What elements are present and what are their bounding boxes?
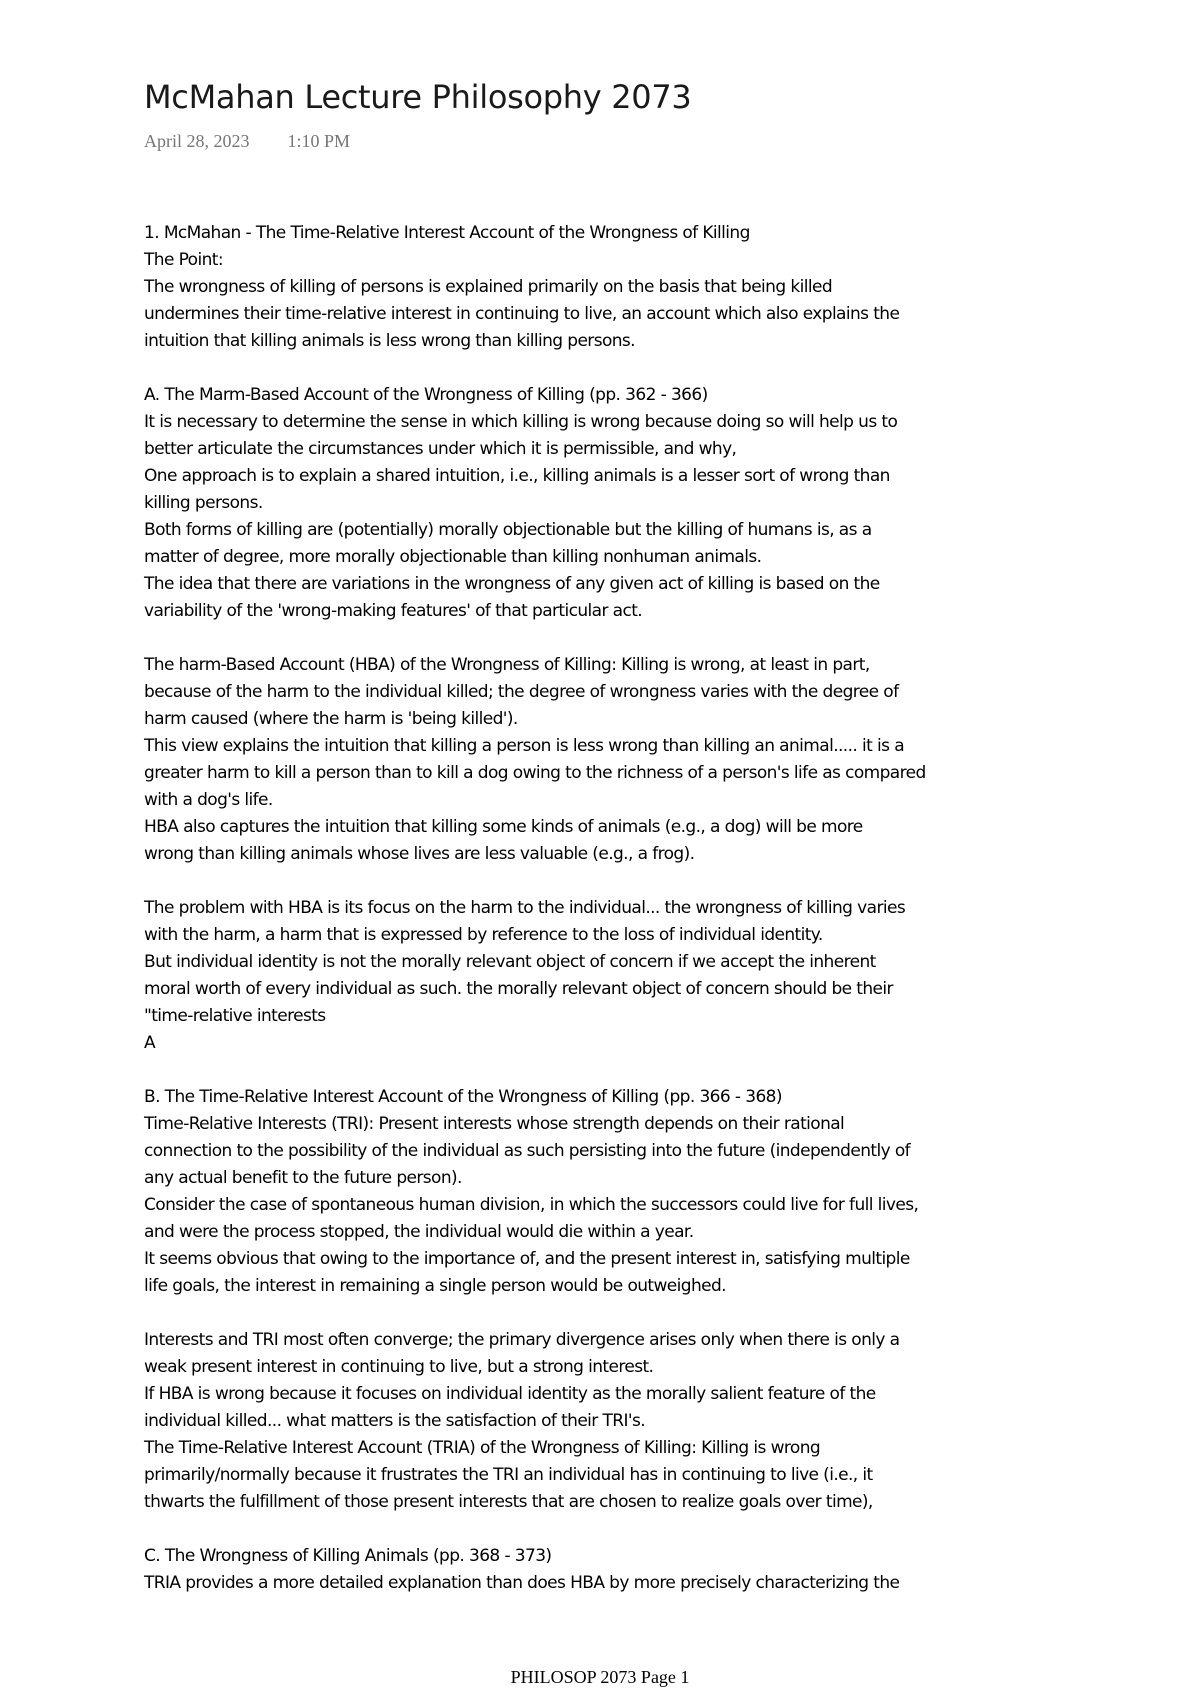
text-line: Consider the case of spontaneous human division, in which the successors could live for full lives, [144,1195,919,1215]
text-line: primarily/normally because it frustrates the TRI an individual has in continuing to live (i.e., it [144,1465,873,1485]
blank-line [144,1057,1144,1084]
text-line: better articulate the circumstances under which it is permissible, and why, [144,439,737,459]
text-line: killing persons. [144,493,263,513]
text-line: matter of degree, more morally objectionable than killing nonhuman animals. [144,547,762,567]
page-time: 1:10 PM [287,131,351,151]
blank-line [144,625,1144,652]
text-line: A [144,1033,156,1053]
text-line: It seems obvious that owing to the importance of, and the present interest in, satisfying multiple [144,1249,910,1269]
page-footer: PHILOSOP 2073 Page 1 [510,1667,690,1687]
text-line: But individual identity is not the morally relevant object of concern if we accept the inherent [144,952,876,972]
text-line: "time-relative interests [144,1006,326,1026]
text-line: The wrongness of killing of persons is explained primarily on the basis that being killed [144,277,833,297]
blank-line [144,355,1144,382]
page-metadata [144,131,350,152]
text-line: variability of the 'wrong-making features' of that particular act. [144,601,643,621]
text-line: with a dog's life. [144,790,273,810]
text-line: Interests and TRI most often converge; the primary divergence arises only when there is only a [144,1330,900,1350]
text-line: The harm-Based Account (HBA) of the Wrongness of Killing: Killing is wrong, at least in part, [144,655,870,675]
text-line: It is necessary to determine the sense in which killing is wrong because doing so will help us to [144,412,898,432]
text-line: TRIA provides a more detailed explanation than does HBA by more precisely characterizing the [144,1573,900,1593]
text-line: any actual benefit to the future person). [144,1168,462,1188]
text-line: Time-Relative Interests (TRI): Present interests whose strength depends on their rational [144,1114,845,1134]
text-line: thwarts the fulfillment of those present interests that are chosen to realize goals over time), [144,1492,873,1512]
text-line: intuition that killing animals is less wrong than killing persons. [144,331,635,351]
text-line: This view explains the intuition that killing a person is less wrong than killing an animal..... it is a [144,736,905,756]
text-line: life goals, the interest in remaining a single person would be outweighed. [144,1276,726,1296]
text-line: moral worth of every individual as such. the morally relevant object of concern should be their [144,979,893,999]
text-line: individual killed... what matters is the satisfaction of their TRI's. [144,1411,646,1431]
text-line: and were the process stopped, the individual would die within a year. [144,1222,694,1242]
blank-line [144,868,1144,895]
text-line: harm caused (where the harm is 'being killed'). [144,709,518,729]
text-line: HBA also captures the intuition that killing some kinds of animals (e.g., a dog) will be more [144,817,863,837]
text-line: C. The Wrongness of Killing Animals (pp. 368 - 373) [144,1546,552,1566]
text-line: because of the harm to the individual killed; the degree of wrongness varies with the degree of [144,682,899,702]
text-line: B. The Time-Relative Interest Account of the Wrongness of Killing (pp. 366 - 368) [144,1087,782,1107]
page-title: McMahan Lecture Philosophy 2073 [144,78,692,116]
text-line: One approach is to explain a shared intuition, i.e., killing animals is a lesser sort of wrong than [144,466,890,486]
text-line: weak present interest in continuing to live, but a strong interest. [144,1357,654,1377]
text-line: wrong than killing animals whose lives are less valuable (e.g., a frog). [144,844,695,864]
page-date: April 28, 2023 [144,131,250,151]
text-line: The Point: [144,250,223,270]
text-line: The idea that there are variations in the wrongness of any given act of killing is based on the [144,574,880,594]
text-line: greater harm to kill a person than to kill a dog owing to the richness of a person's life as compared [144,763,926,783]
blank-line [144,1300,1144,1327]
text-line: A. The Marm-Based Account of the Wrongness of Killing (pp. 362 - 366) [144,385,708,405]
text-line: The Time-Relative Interest Account (TRIA) of the Wrongness of Killing: Killing is wrong [144,1438,821,1458]
text-line: connection to the possibility of the individual as such persisting into the future (independently of [144,1141,911,1161]
blank-line [144,1516,1144,1543]
text-line: with the harm, a harm that is expressed by reference to the loss of individual identity. [144,925,823,945]
note-body [144,220,1144,1597]
text-line: undermines their time-relative interest in continuing to live, an account which also explains the [144,304,900,324]
text-line: If HBA is wrong because it focuses on individual identity as the morally salient feature of the [144,1384,876,1404]
text-line: 1. McMahan - The Time-Relative Interest Account of the Wrongness of Killing [144,223,750,243]
text-line: The problem with HBA is its focus on the harm to the individual... the wrongness of killing varies [144,898,906,918]
text-line: Both forms of killing are (potentially) morally objectionable but the killing of humans is, as a [144,520,872,540]
